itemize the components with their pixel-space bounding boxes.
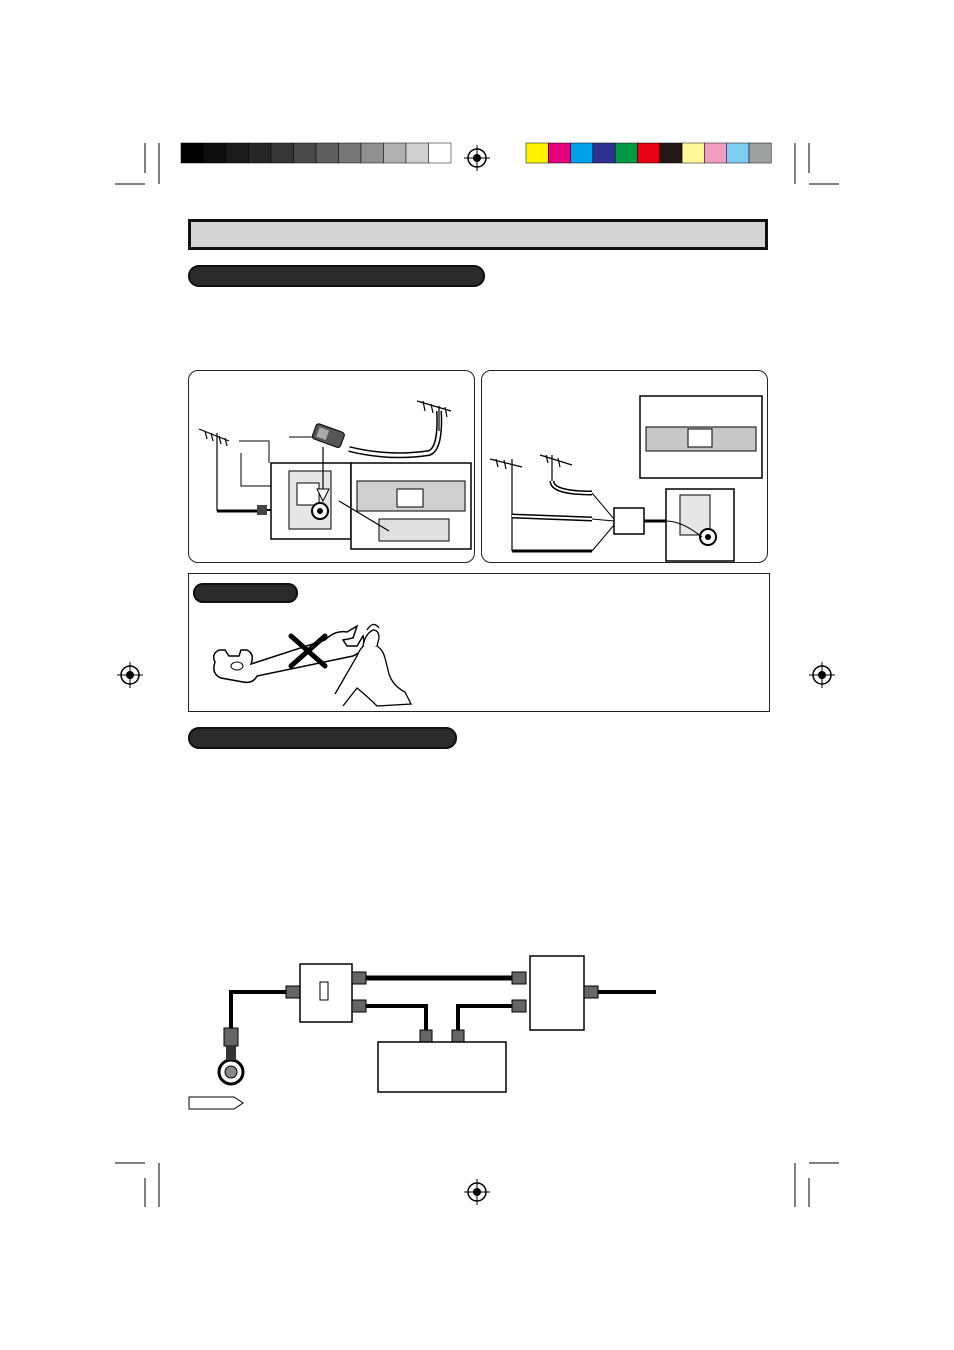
color-swatch [660,143,682,163]
color-swatch [682,143,704,163]
antenna-icon [540,455,572,481]
ab-switch-box [530,956,584,1030]
antenna-diagram-left-illustration [189,371,476,564]
grayscale-swatch [316,143,339,163]
crop-mark-bottom-left [115,1163,159,1207]
antenna-connection-diagram-left [188,370,475,563]
converter-box [378,1042,506,1092]
registration-mark-icon [464,145,490,171]
combiner-box [614,508,644,534]
registration-mark-icon [117,662,143,688]
continued-arrow-badge [188,1096,244,1110]
registration-mark-icon [809,662,835,688]
antenna-connection-diagram-right [481,370,768,563]
color-swatch [638,143,660,163]
color-swatch [615,143,637,163]
caution-panel [188,573,770,712]
grayscale-swatch [204,143,227,163]
process-color-bar [526,143,771,163]
antenna-icon [199,429,229,511]
grayscale-swatch [406,143,429,163]
crop-mark-bottom-right [795,1163,839,1207]
cable-section-heading [188,727,457,749]
color-swatch [571,143,593,163]
color-swatch [548,143,570,163]
registration-mark-icon [464,1179,490,1205]
tighten-by-hand-illustration [207,616,437,708]
grayscale-swatch [339,143,362,163]
crop-mark-top-right [795,143,839,184]
color-swatch [727,143,749,163]
color-swatch [704,143,726,163]
color-swatch [526,143,548,163]
grayscale-swatch [271,143,294,163]
grayscale-swatch [361,143,384,163]
antenna-icon [417,401,451,431]
antenna-section-heading [188,265,485,287]
grayscale-swatch [294,143,317,163]
grayscale-swatch [226,143,249,163]
page-title-bar [188,219,768,250]
matching-transformer [312,423,346,448]
antenna-icon [490,459,522,551]
cable-connection-diagram [186,950,666,1100]
grayscale-color-bar [181,143,451,163]
coaxial-plug-icon [219,1028,243,1084]
grayscale-swatch [429,143,452,163]
grayscale-swatch [249,143,272,163]
color-swatch [593,143,615,163]
color-swatch [749,143,771,163]
grayscale-swatch [384,143,407,163]
wrench-icon [214,626,364,682]
grayscale-swatch [181,143,204,163]
antenna-diagram-right-illustration [482,371,769,564]
crop-mark-top-left [115,143,159,184]
